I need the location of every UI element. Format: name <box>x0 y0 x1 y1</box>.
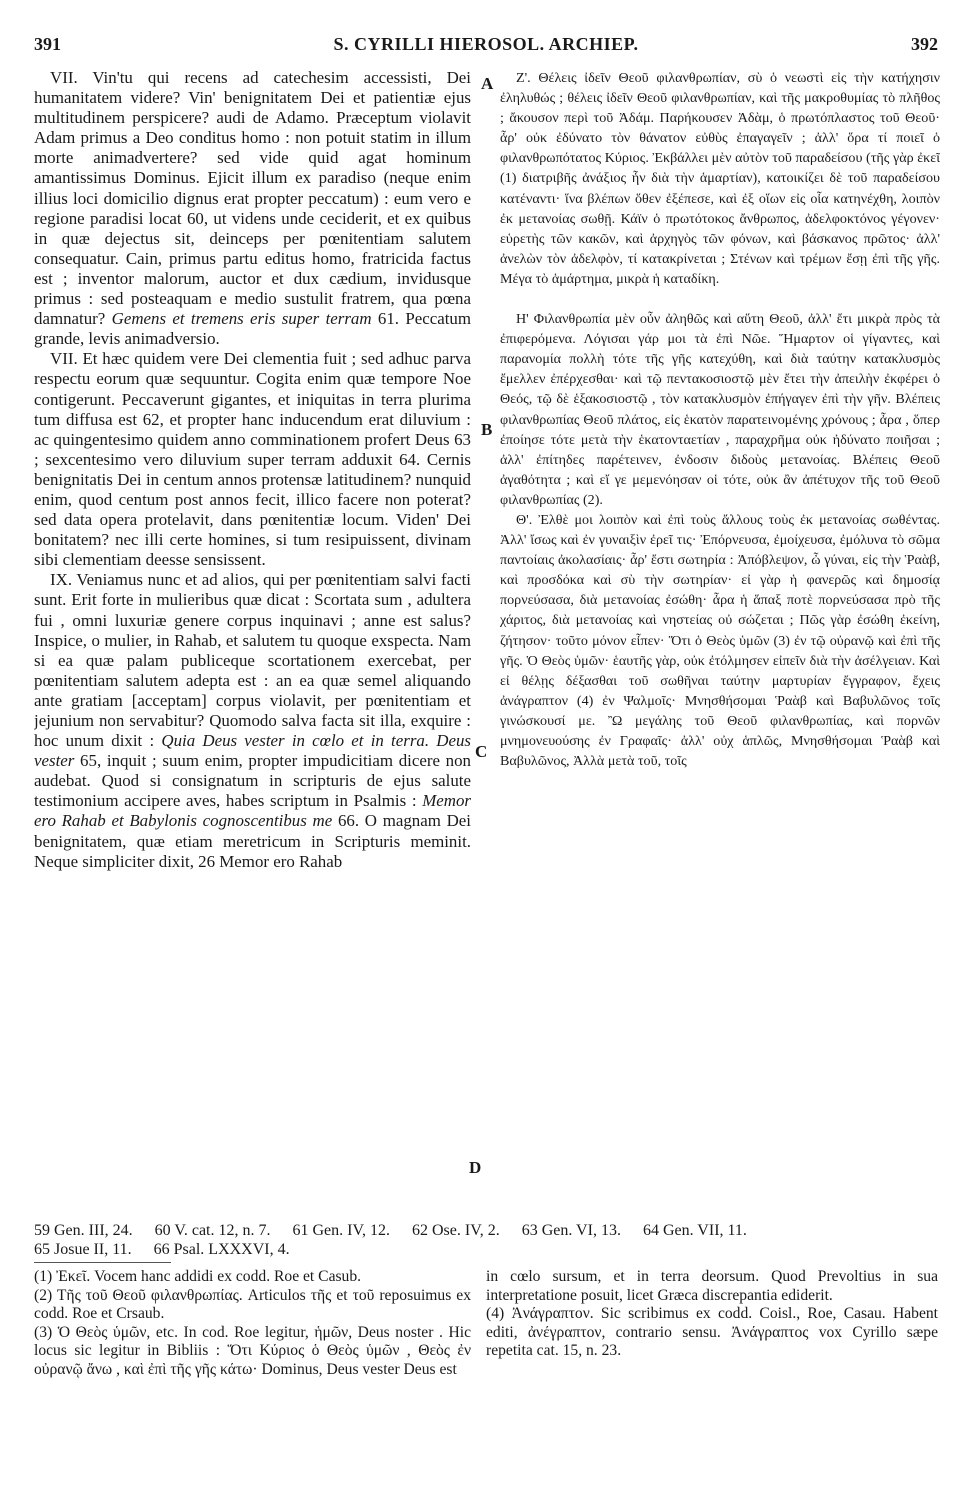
latin-paragraph-8: VII. Et hæc quidem vere Dei clementia fuit ; sed adhuc parva respectu eorum quæ sequuntur. Cogita enim quæ tempore Noe contigerunt. Peccaverunt gigantes, et iniquitas in terra plurima tum diffusa est 62, et propter hanc inducendum erat diluvium : ac quingentesimo quidem anno comminationem profert Deus 63 ; sexcentesimo vero diluvium super terram adduxit 64. Cernis benignitatis Dei in centum annos protensæ latitudinem? nunquid enim, quod centum post annos fecit, illico facere non poterat? sed data opera protelavit, dans pœnitentiæ locum. Viden' Dei bonitatem? nec illi certe homines, si tum resipuissent, divinam sibi clementiam deesse sensissent. <box>34 349 471 570</box>
page-number-right: 392 <box>911 34 938 54</box>
margin-marker-c: C <box>475 742 488 761</box>
page-number-left: 391 <box>34 34 61 54</box>
latin-p9-mid: 65, inquit ; suum enim, propter impudicitiam dicere non audebat. Quod si consignatum in scripturis de ejus salute testimonium accipere aves, habes scriptum in Psalmis : <box>34 751 471 811</box>
reference-item: 65 Josue II, 11. <box>34 1241 132 1258</box>
footnote-rule <box>34 1262 171 1263</box>
page-header <box>34 34 938 62</box>
reference-item: 66 Psal. LXXXVI, 4. <box>153 1241 290 1258</box>
scripture-references <box>34 1221 938 1259</box>
reference-item: 59 Gen. III, 24. <box>34 1222 133 1239</box>
reference-item: 61 Gen. IV, 12. <box>292 1222 390 1239</box>
latin-p9-text: IX. Veniamus nunc et ad alios, qui per pœnitentiam salvi facti sunt. Erit forte in mulieribus quæ dicat : Scortata sum , adultera fui , omni luxuriæ genere corpus inquinavi ; anne est salus? Inspice, o mulier, in Rahab, et salutem tu quoque exspecta. Nam si ea quæ palam publiceque scortationem exercebat, per pœnitentiam salutem adepta est : an ea quæ semel aliquando ante gratiam [acceptam] corpus violavit, per pœnitentiam et jejunium non servabitur? Quomodo salva facta sit illa, exquire : hoc unum dixit : <box>34 570 471 751</box>
margin-marker-a: A <box>481 74 494 93</box>
footnotes-right <box>486 1268 938 1361</box>
reference-item: 62 Ose. IV, 2. <box>411 1222 500 1239</box>
footnotes-left <box>34 1268 471 1380</box>
footnote-1: (1) Ἐκεῖ. Vocem hanc addidi ex codd. Roe et Casub. <box>34 1268 362 1285</box>
latin-p7-quote: Gemens et tremens eris super terram <box>111 309 372 329</box>
reference-item: 63 Gen. VI, 13. <box>521 1222 621 1239</box>
latin-column <box>34 68 471 1218</box>
margin-marker-d: D <box>469 1158 482 1177</box>
margin-marker-b: B <box>481 420 493 439</box>
latin-p9-quote-2: Memor ero Rahab et Babylonis cognoscentibus me <box>34 791 471 831</box>
latin-p9-quote-1: Quia Deus vester in cœlo et in terra. Deus vester <box>34 731 471 771</box>
footnote-3: (3) Ὁ Θεὸς ὑμῶν, etc. In cod. Roe legitur, ἡμῶν, Deus noster . Hic locus sic legitur in Bibliis : Ὅτι Κύριος ὁ Θεὸς ὑμῶν , Θεὸς ἐν οὐρανῷ ἄνω , καὶ ἐπὶ τῆς γῆς κάτω· Dominus, Deus vester Deus est <box>34 1323 471 1378</box>
latin-paragraph-7 <box>34 68 471 349</box>
latin-p7-tail: 61. Peccatum grande, levis animadversio. <box>34 309 471 349</box>
footnote-4: (4) Ἀνάγραπτον. Sic scribimus ex codd. Coisl., Roe, Casau. Habent editi, ἀνέγραπτον, contrario sensu. Ἀνάγραπτος vox Cyrillo sæpe repetita cat. 15, n. 23. <box>486 1305 938 1360</box>
latin-paragraph-9 <box>34 570 471 871</box>
greek-paragraph-9: Θ'. Ἐλθὲ μοι λοιπὸν καὶ ἐπὶ τοὺς ἄλλους τοὺς ἐκ μετανοίας σωθέντας. Ἀλλ' ἴσως καὶ ἐν γυναιξὶν ἐρεῖ τις· Ἐπόρνευσα, ἐμοίχευσα, ἐμόλυνα τὸ σῶμα παντοίαις ἀκολασίαις· ἆρ' ἔστι σωτηρία : Ἀπόβλεψον, ὦ γύναι, εἰς τὴν Ῥαὰβ, καὶ προσδόκα καὶ σὺ τὴν σωτηρίαν· εἰ γὰρ ἡ φανερῶς καὶ δημοσίᾳ πορνεύσασα, διὰ μετανοίας ἐσώθη· ἆρα ἡ ἅπαξ ποτὲ πορνεύσασα πρὸ τῆς χάριτος, διὰ μετανοίας καὶ νηστείας οὐ σώζεται ; Πῶς γὰρ ἐσώθη ἐκείνη, ζήτησον· τοῦτο μόνον εἶπεν· Ὅτι ὁ Θεὸς ὑμῶν (3) ἐν τῷ οὐρανῷ καὶ ἐπὶ τῆς γῆς. Ὁ Θεὸς ὑμῶν· ἑαυτῆς γὰρ, οὐκ ἐτόλμησεν εἰπεῖν διὰ τὴν ἀσέλγειαν. Καὶ εἰ θέλῃς δέξασθαι τοῦ σωθῆναι ταύτην μαρτυρίαν ἔγγραφον, ἔχεις ἀνάγραπτον (4) ἐν Ψαλμοῖς· Μνησθήσομαι Ῥαὰβ καὶ Βαβυλῶνος τοῖς γινώσκουσί με. Ὢ μεγάλης τοῦ Θεοῦ φιλανθρωπίας, καὶ πορνῶν μνημονευούσης ἐν Γραφαῖς· ἀλλ' οὐχ ἁπλῶς, Μνησθήσομαι Ῥαὰβ καὶ Βαβυλῶνος, Ἀλλὰ μετὰ τοῦ, τοῖς <box>500 511 940 770</box>
latin-p9-tail: 66. O magnam Dei benignitatem, quæ etiam meretricum in Scripturis meminit. Neque simpliciter dixit, 26 Memor ero Rahab <box>34 811 471 871</box>
paragraph-gap <box>500 289 940 309</box>
greek-paragraph-7: Ζ'. Θέλεις ἰδεῖν Θεοῦ φιλανθρωπίαν, σὺ ὁ νεωστὶ εἰς τὴν κατήχησιν ἐληλυθώς ; θέλεις ἰδεῖν Θεοῦ φιλανθρωπίαν, καὶ τῆς μακροθυμίας τὸ πλῆθος ; ἄκουσον περὶ τοῦ Ἀδάμ. Παρήκουσεν Ἀδὰμ, ὁ πρωτόπλαστος τοῦ Θεοῦ· ἆρ' οὐκ ἐδύνατο τὸν θάνατον εὐθὺς ἐπαγαγεῖν ; ἀλλ' ὅρα τί ποιεῖ ὁ φιλανθρωπότατος Κύριος. Ἐκβάλλει μὲν αὐτὸν τοῦ παραδείσου (τῆς γὰρ ἐκεῖ (1) διατριβῆς ἀνάξιος ἦν διὰ τὴν ἁμαρτίαν), κατοικίζει δὲ τοῦ παραδείσου κατέναντι· ἵνα βλέπων ὅθεν ἐξέπεσε, καὶ ἐξ οἵων εἰς οἷα κατηνέχθη, λοιπὸν ἐκ μετανοίας σωθῇ. Κάϊν ὁ πρωτότοκος ἄνθρωπος, ἀδελφοκτόνος γέγονεν· εὑρετὴς τῶν κακῶν, καὶ ἀρχηγὸς τῶν φόνων, καὶ βάσκανος πρῶτος· ἀλλ' ἀνελὼν τὸν ἀδελφὸν, τί κατακρίνεται ; Στένων καὶ τρέμων ἔσῃ ἐπὶ τῆς γῆς. Μέγα τὸ ἁμάρτημα, μικρὰ ἡ καταδίκη. <box>500 70 940 287</box>
reference-item: 60 V. cat. 12, n. 7. <box>154 1222 271 1239</box>
latin-p7-text: VII. Vin'tu qui recens ad catechesim accessisti, Dei humanitatem videre? Vin' benignitatem Dei et patientiæ ejus multitudinem perspicere? audi de Adamo. Præceptum violavit Adam primus a Deo conditus homo : non potuit statim in illum morte animadvertere? sed vide quid agat hominum amantissimus Dominus. Ejicit illum ex paradiso (neque enim illius loci domicilio dignus erat propter peccatum) : eum vero e regione paradisi locat 60, ut videns unde ceciderit, et ex quibus in quæ dejectus sit, deinceps per pœnitentiam salutem consequatur. Cain, primus partu editus homo, fratricida factus est ; inventor malorum, auctor et dux cædium, invidusque primus : sed posteaquam e medio sustulit fratrem, qua pœna damnatur? <box>34 68 471 329</box>
reference-item: 64 Gen. VII, 11. <box>642 1222 747 1239</box>
greek-column <box>500 68 940 1218</box>
running-title: S. CYRILLI HIEROSOL. ARCHIEP. <box>333 34 639 54</box>
footnote-2: (2) Τῆς τοῦ Θεοῦ φιλανθρωπίας. Articulos τῆς et τοῦ reposuimus ex codd. Roe et Crsaub. <box>34 1286 471 1323</box>
greek-paragraph-8: Η' Φιλανθρωπία μὲν οὖν ἀληθῶς καὶ αὕτη Θεοῦ, ἀλλ' ἔτι μικρὰ πρὸς τὰ ἐπιφερόμενα. Λόγισαι γάρ μοι τὰ ἐπὶ Νῶε. Ἥμαρτον οἱ γίγαντες, καὶ παρανομία πολλὴ τότε τῆς γῆς κατεχύθη, καὶ διὰ ταύτην κατακλυσμὸς ἔμελλεν ἐπέρχεσθαι· καὶ τῷ πεντακοσιοστῷ μὲν ἔτει τὴν ἀπειλὴν ἐκφέρει ὁ Θεός, τῷ δὲ ἑξακοσιοστῷ , τὸν κατακλυσμὸν ἐπήγαγεν ἐπὶ τὴν γῆν. Βλέπεις φιλανθρωπίας Θεοῦ πλάτος, εἰς ἑκατὸν παρατεινομένης χρόνους ; ἆρα , ὅπερ ἐποίησε τότε μετὰ τὴν ἑκατονταετίαν , παραχρῆμα οὐκ ἠδύνατο ποιῆσαι ; ἀλλ' ἐπίτηδες παρέτεινεν, ἐνδοσιν διδοὺς μετανοίας. Βλέπεις Θεοῦ ἀγαθότητα ; καὶ εἴ γε μεμενόησαν οἱ τότε, οὐκ ἂν ἀπέτυχον τῆς τοῦ Θεοῦ φιλανθρωπίας (2). <box>500 311 940 508</box>
footnote-3-continued: in cœlo sursum, et in terra deorsum. Quod Prevoltius in sua interpretatione posuit, licet Græca discrepantia ediderit. <box>486 1268 938 1304</box>
